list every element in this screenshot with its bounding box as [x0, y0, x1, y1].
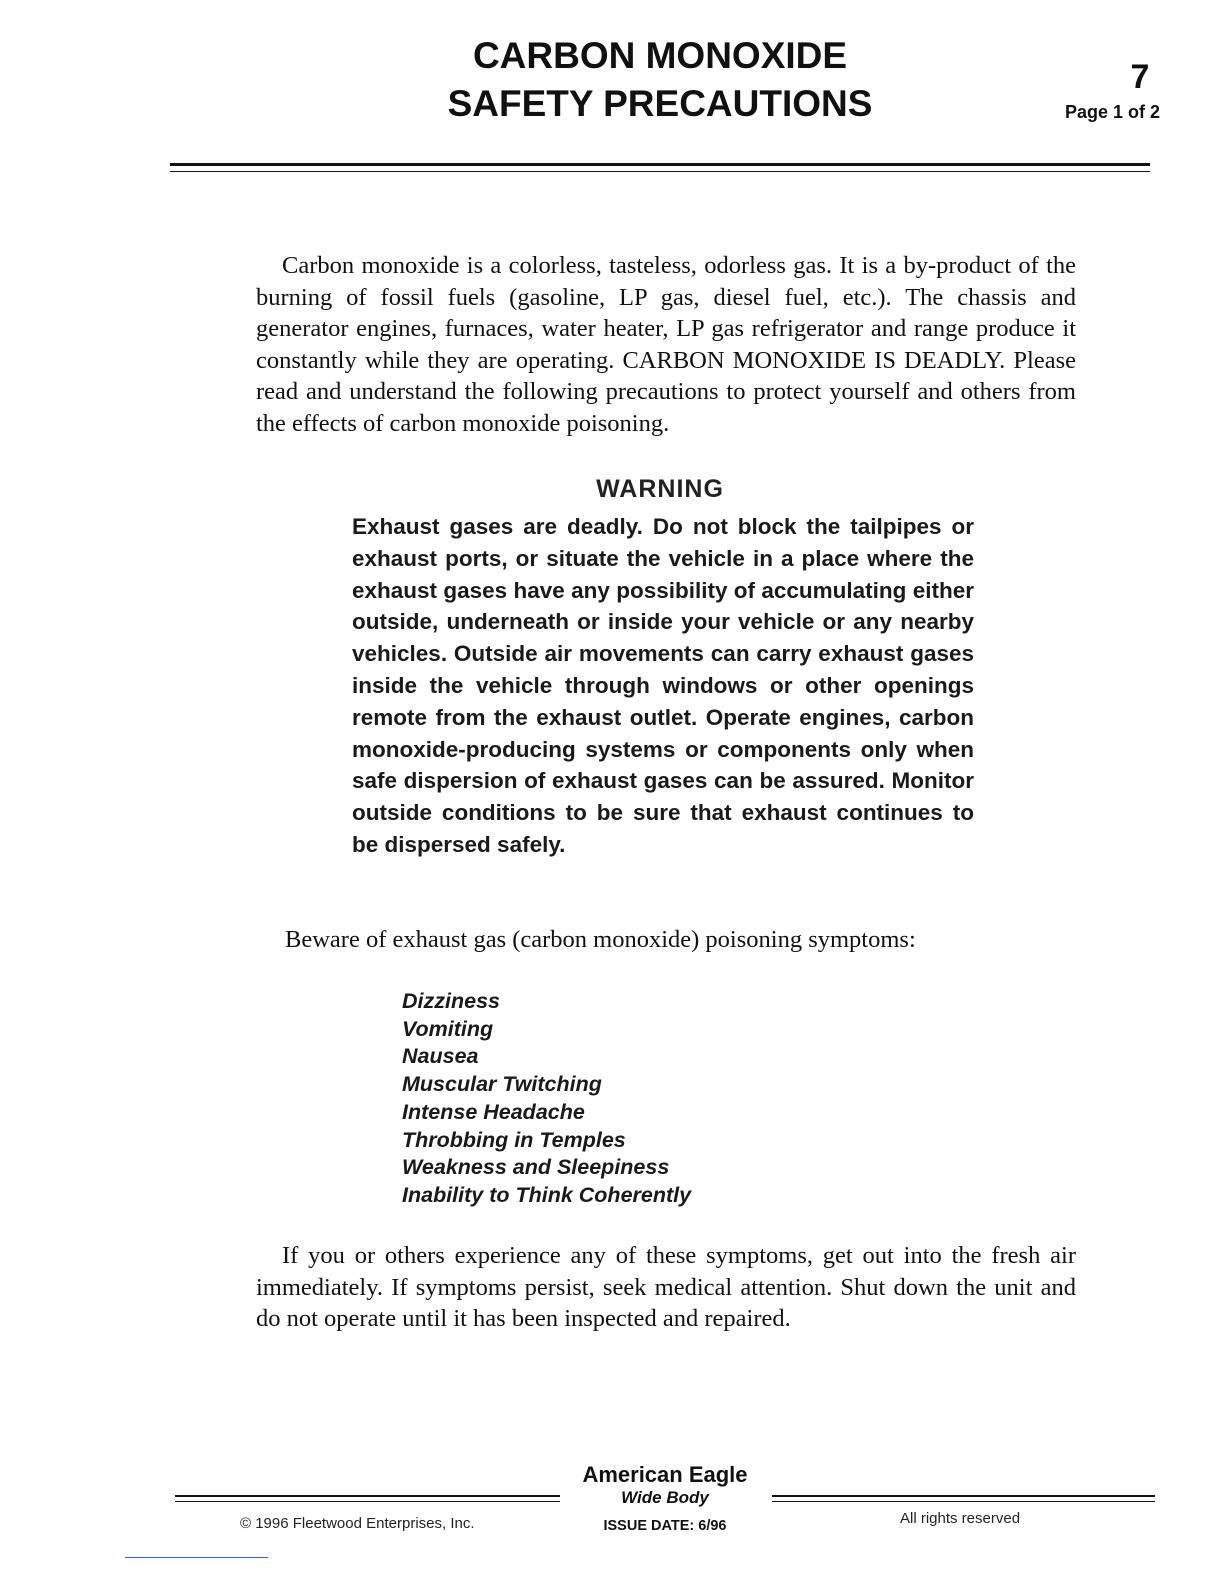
symptom-item: Intense Headache [402, 1099, 585, 1124]
footer-rule-left [175, 1495, 560, 1497]
symptoms-list [402, 988, 691, 1210]
closing-paragraph [256, 1240, 1076, 1335]
footer-rights: All rights reserved [900, 1510, 1021, 1527]
intro-text: Carbon monoxide is a colorless, tasteless, odorless gas. It is a by-product of the burning of fossil fuels (gasoline, LP gas, diesel fuel, etc.). The chassis and generator engines, furnaces, water heater, LP gas refrigerator and range produce it constantly while they are operating. CARBON MONOXIDE IS DEADLY. Please read and understand the following precautions to protect yourself and others from the effects of carbon monoxide poisoning. [256, 252, 1076, 437]
symptoms-intro: Beware of exhaust gas (carbon monoxide) poisoning symptoms: [285, 926, 916, 953]
footer-rule-right [772, 1495, 1155, 1497]
page-title [380, 32, 940, 128]
footer-rule-left-thin [175, 1501, 560, 1502]
footer-issue-date: ISSUE DATE: 6/96 [603, 1518, 727, 1534]
symptom-item: Vomiting [402, 1016, 494, 1041]
footer-brand: American Eagle [582, 1462, 748, 1487]
page-indicator: Page 1 of 2 [1064, 102, 1160, 122]
symptom-item: Muscular Twitching [402, 1072, 602, 1097]
symptom-item: Weakness and Sleepiness [402, 1155, 670, 1180]
symptom-item: Dizziness [402, 989, 500, 1013]
symptom-item: Inability to Think Coherently [402, 1182, 692, 1207]
footer-rule-right-thin [772, 1501, 1155, 1502]
footer-model: Wide Body [621, 1488, 709, 1507]
title-line-2: SAFETY PRECAUTIONS [447, 83, 873, 124]
warning-body: Exhaust gases are deadly. Do not block the tailpipes or exhaust ports, or situate the vehicle in a place where the exhaust gases have any possibility of accumulating either outside, underneath or inside your vehicle or any nearby vehicles. Outside air movements can carry exhaust gases inside the vehicle through windows or other openings remote from the exhaust outlet. Operate engines, carbon monoxide-producing systems or components only when safe dispersion of exhaust gases can be assured. Monitor outside conditions to be sure that exhaust continues to be dispersed safely. [352, 514, 974, 857]
title-line-1: CARBON MONOXIDE [472, 35, 848, 76]
header-rule [170, 163, 1150, 166]
edge-line [125, 1557, 268, 1558]
warning-title: WARNING [596, 475, 724, 503]
intro-paragraph [256, 250, 1076, 439]
symptom-item: Throbbing in Temples [402, 1127, 626, 1152]
symptom-item: Nausea [402, 1044, 479, 1069]
closing-text: If you or others experience any of these symptoms, get out into the fresh air immediately. If symptoms persist, seek medical attention. Shut down the unit and do not operate until it has been inspected and repaired. [256, 1242, 1076, 1332]
section-number: 7 [1130, 58, 1150, 96]
header-rule-thin [170, 171, 1150, 172]
footer-copyright: © 1996 Fleetwood Enterprises, Inc. [240, 1515, 475, 1532]
